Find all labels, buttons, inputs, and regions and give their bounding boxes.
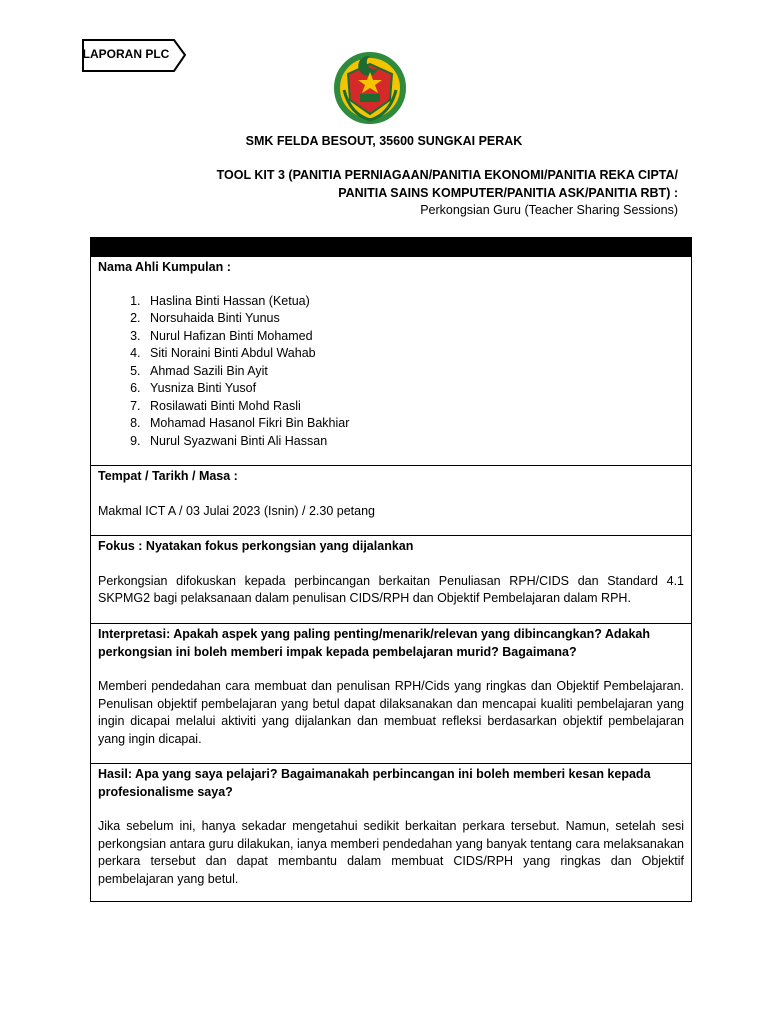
interpretation-heading: Interpretasi: Apakah aspek yang paling penting/menarik/relevan yang dibincangkan? Adakah perkongsian ini boleh memberi impak kepada pembelajaran murid? Bagaimana? — [98, 627, 651, 659]
result-section — [91, 763, 691, 901]
member-item: 3. Nurul Hafizan Binti Mohamed — [144, 328, 684, 346]
member-item: 4. Siti Noraini Binti Abdul Wahab — [144, 345, 684, 363]
toolkit-heading — [158, 167, 678, 220]
member-item: 5. Ahmad Sazili Bin Ayit — [144, 363, 684, 381]
focus-section — [91, 535, 691, 623]
venue-heading: Tempat / Tarikh / Masa : — [98, 469, 238, 483]
member-item: 6. Yusniza Binti Yusof — [144, 380, 684, 398]
members-heading: Nama Ahli Kumpulan : — [98, 260, 231, 274]
report-tag — [82, 39, 174, 71]
result-body: Jika sebelum ini, hanya sekadar mengetahui sedikit berkaitan perkara tersebut. Namun, setelah sesi perkongsian antara guru dilakukan, ianya memberi pendedahan yang banyak tentang cara melaksanakan perkara tersebut dan dapat membantu dalam membuat CIDS/RPH yang ringkas dan Objektif pembelajaran yang betul. — [98, 819, 684, 886]
focus-body: Perkongsian difokuskan kepada perbincangan berkaitan Penuliasan RPH/CIDS dan Standard 4.1 SKPMG2 bagi pelaksanaan dalam penulisan CIDS/RPH dan Objektif Pembelajaran dalam RPH. — [98, 573, 684, 605]
member-item: 9. Nurul Syazwani Binti Ali Hassan — [144, 433, 684, 451]
school-crest-logo — [330, 50, 410, 124]
report-tag-label: LAPORAN PLC — [82, 47, 170, 62]
focus-heading: Fokus : Nyatakan fokus perkongsian yang dijalankan — [98, 539, 414, 553]
members-section — [91, 257, 691, 465]
member-item: 2. Norsuhaida Binti Yunus — [144, 310, 684, 328]
toolkit-line-3: Perkongsian Guru (Teacher Sharing Sessions) — [420, 203, 678, 217]
form-header-bar — [91, 238, 691, 257]
toolkit-line-2: PANITIA SAINS KOMPUTER/PANITIA ASK/PANITIA RBT) : — [338, 185, 678, 200]
venue-value: Makmal ICT A / 03 Julai 2023 (Isnin) / 2.30 petang — [98, 503, 376, 518]
member-item: 1. Haslina Binti Hassan (Ketua) — [144, 293, 684, 311]
member-item: 7. Rosilawati Binti Mohd Rasli — [144, 398, 684, 416]
members-list — [98, 293, 684, 451]
toolkit-line-1: TOOL KIT 3 (PANITIA PERNIAGAAN/PANITIA EKONOMI/PANITIA REKA CIPTA/ — [216, 168, 678, 182]
interpretation-section — [91, 623, 691, 763]
interpretation-body: Memberi pendedahan cara membuat dan penulisan RPH/Cids yang ringkas dan Objektif Pembelajaran. Penulisan objektif pembelajaran yang betul dapat dilaksanakan dan mencapai kualiti pembelajaran yang ingin dicapai melalui aktiviti yang dijalankan dan membuat refleksi berdasarkan objektif pembelajaran yang ingin dicapai. — [98, 679, 684, 746]
school-title: SMK FELDA BESOUT, 35600 SUNGKAI PERAK — [245, 134, 523, 148]
report-form — [90, 237, 692, 902]
result-heading: Hasil: Apa yang saya pelajari? Bagaimanakah perbincangan ini boleh memberi kesan kepada profesionalisme saya? — [98, 767, 651, 799]
venue-section — [91, 465, 691, 535]
member-item: 8. Mohamad Hasanol Fikri Bin Bakhiar — [144, 415, 684, 433]
